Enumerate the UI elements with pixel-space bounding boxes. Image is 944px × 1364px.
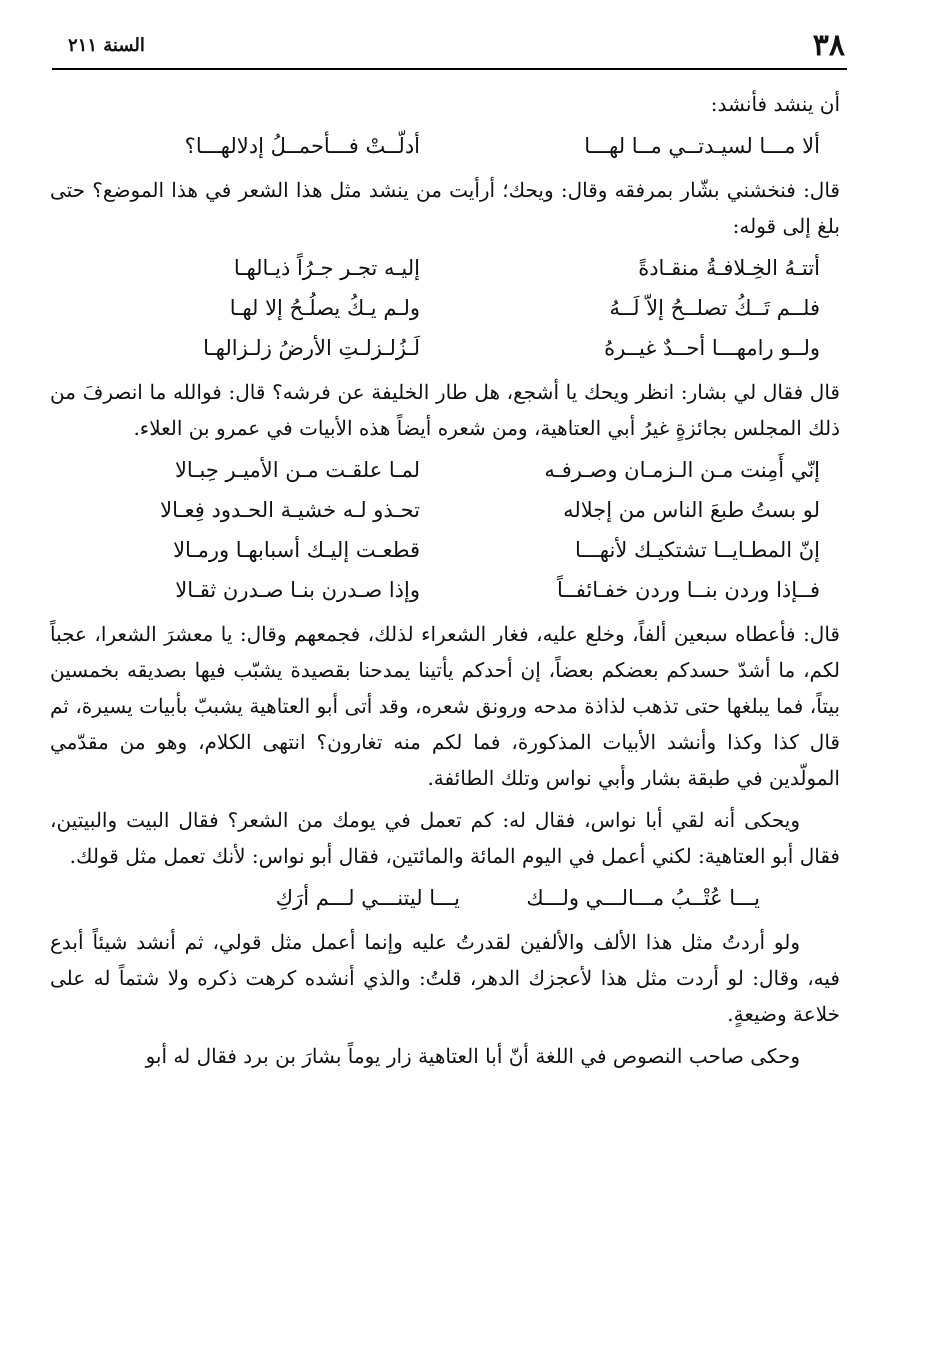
verse-first-hemistich: ولــو رامهـــا أحــدٌ غيــرهُ: [604, 336, 820, 360]
poem-3: [50, 450, 840, 610]
verse-second-hemistich: لَـزُلـزلـتِ الأرضُ زلـزالهـا: [203, 336, 420, 360]
page-number: ٣٨: [812, 28, 845, 63]
poem-1: [50, 126, 840, 166]
verse-second-hemistich: يـــا ليتنـــي لـــم أرَكِ: [275, 886, 460, 910]
verse-second-hemistich: أدلّــتْ فـــأحمــلُ إدلالهـــا؟: [184, 134, 420, 158]
verse-second-hemistich: وإذا صـدرن بنـا صـدرن ثقـالا: [175, 578, 420, 602]
verse-first-hemistich: فلــم تَــكُ تصلــحُ إلاّ لَــهُ: [609, 296, 820, 320]
paragraph-6: ولو أردتُ مثل هذا الألف والألفين لقدرتُ عليه وإنما أعمل مثل قولي، ثم أنشد شيئاً أبدع فيه، وقال: لو أردت مثل هذا لأعجزك الدهر، قلتُ: والذي أنشده كرهت ذكره ولا شتماً له على خلاعة وضيعةٍ.: [50, 930, 840, 1026]
verse-second-hemistich: قطعـت إليـك أسبابهـا ورمـالا: [173, 538, 420, 562]
paragraph-3: قال فقال لي بشار: انظر ويحك يا أشجع، هل طار الخليفة عن فرشه؟ قال: فوالله ما انصرفَ من ذلك المجلس بجائزةٍ غيرُ أبي العتاهية، ومن شعره أيضاً هذه الأبيات في عمرو بن العلاء.: [50, 380, 840, 440]
verse: [50, 450, 840, 490]
paragraph-5: ويحكى أنه لقي أبا نواس، فقال له: كم تعمل في يومك من الشعر؟ فقال البيت والبيتين، فقال أبو العتاهية: لكني أعمل في اليوم المائة والمائتين، فقال أبو نواس: لأنك تعمل مثل قولك.: [50, 808, 840, 868]
page-body: [50, 86, 840, 1074]
verse-second-hemistich: لمـا علقـت مـن الأميـر حِبـالا: [174, 458, 420, 482]
verse: [50, 328, 840, 368]
running-head: السنة ٢١١: [68, 35, 145, 56]
paragraph-1: أن ينشد فأنشد:: [710, 92, 840, 116]
verse-first-hemistich: يـــا عُتْــبُ مـــالـــي ولـــك: [526, 886, 760, 910]
verse-first-hemistich: إنّي أَمِنت مـن الـزمـان وصـرفـه: [544, 458, 820, 482]
paragraph-4: قال: فأعطاه سبعين ألفاً، وخلع عليه، فغار الشعراء لذلك، فجمعهم وقال: يا معشرَ الشعرا، عجباً لكم، ما أشدّ حسدكم بعضكم بعضاً، إن أحدكم يأتينا يمدحنا بقصيدة يشبّب فيها بصديقه بخمسين بيتاً، فما يبلغها حتى تذهب لذاذة مدحه ورونق شعره، وقد أتى أبو العتاهية يشببّ بأبيات يسيرة، ثم قال كذا وكذا وأنشد الأبيات المذكورة، فما لكم منه تغارون؟ انتهى الكلام، وهو من مقدّمي المولّدين في طبقة بشار وأبي نواس وتلك الطائفة.: [50, 622, 840, 790]
verse: [50, 878, 840, 918]
poem-2: [50, 248, 840, 368]
verse-second-hemistich: إليـه تجـر جـرُاً ذيـالهـا: [233, 256, 420, 280]
verse: [50, 530, 840, 570]
verse: [50, 490, 840, 530]
verse-first-hemistich: لو بستُ طبعَ الناس من إجلاله: [563, 498, 820, 522]
verse: [50, 126, 840, 166]
paragraph-7: وحكى صاحب النصوص في اللغة أنّ أبا العتاهية زار يوماً بشارَ بن برد فقال له أبو: [145, 1044, 800, 1068]
verse: [50, 248, 840, 288]
verse-first-hemistich: ألا مـــا لسيـدتــي مــا لهـــا: [584, 134, 820, 158]
verse-first-hemistich: أتتـهُ الخِـلافـةُ منقـادةً: [638, 256, 820, 280]
paragraph-2: قال: فنخشني بشّار بمرفقه وقال: ويحك؛ أرأيت من ينشد مثل هذا الشعر في هذا الموضع؟ حتى بلغ إلى قوله:: [50, 178, 840, 238]
poem-4: [50, 878, 840, 918]
verse: [50, 288, 840, 328]
verse-first-hemistich: فــإذا وردن بنــا وردن خفـائفــاً: [557, 578, 820, 602]
verse-first-hemistich: إنّ المطـايــا تشتكيـك لأنهـــا: [574, 538, 820, 562]
verse: [50, 570, 840, 610]
verse-second-hemistich: تحـذو لـه خشيـة الحـدود فِعـالا: [160, 498, 420, 522]
page-header: [52, 24, 847, 70]
verse-second-hemistich: ولـم يـكُ يصلُـحُ إلا لهـا: [229, 296, 420, 320]
